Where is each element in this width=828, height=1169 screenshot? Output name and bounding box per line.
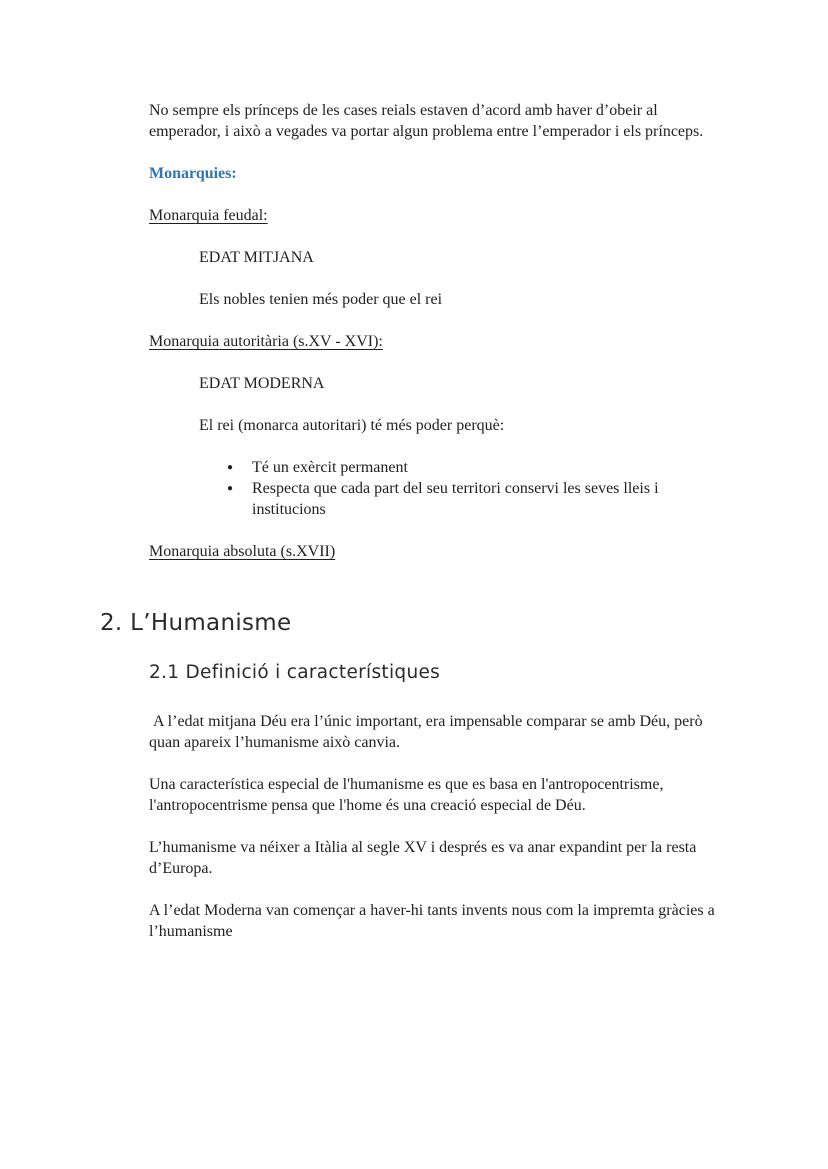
document-content <box>100 100 740 963</box>
monarquia-feudal-title <box>149 205 731 226</box>
monarquia-absoluta-title-text: Monarquia absoluta (s.XVII) <box>149 543 336 560</box>
bullet-item: ● Respecta que cada part del seu territori conservi les seves lleis i institucions <box>225 478 733 520</box>
humanisme-paragraph: A l’edat Moderna van començar a haver-hi tants invents nous com la impremta gràcies a l’humanisme <box>149 902 715 940</box>
monarquia-autoritaria-description: El rei (monarca autoritari) té més poder perquè: <box>199 417 505 434</box>
humanisme-paragraph: L’humanisme va néixer a Itàlia al segle XV i després es va anar expandint per la resta d’Europa. <box>149 839 697 877</box>
humanisme-paragraph: A l’edat mitjana Déu era l’únic important, era impensable comparar se amb Déu, però quan apareix l’humanisme això canvia. <box>149 713 707 751</box>
monarquia-autoritaria-title <box>149 331 731 352</box>
section-heading-humanisme: 2. L’Humanisme <box>100 610 292 636</box>
monarquia-autoritaria-era: EDAT MODERNA <box>199 375 325 392</box>
subsection-heading-definicio: 2.1 Definició i característiques <box>149 662 441 683</box>
humanisme-paragraph: Una característica especial de l'humanisme es que es basa en l'antropocentrisme, l'antropocentrisme pensa que l'home és una creació especial de Déu. <box>149 776 664 814</box>
monarquia-absoluta-title <box>149 541 731 562</box>
monarquies-heading: Monarquies: <box>149 165 237 182</box>
monarquia-feudal-era: EDAT MITJANA <box>199 249 314 266</box>
intro-paragraph: No sempre els prínceps de les cases reials estaven d’acord amb haver d’obeir al emperador, i això a vegades va portar algun problema entre l’emperador i els prínceps. <box>149 102 704 140</box>
monarquia-autoritaria-title-text: Monarquia autoritària (s.XV - XVI): <box>149 333 383 350</box>
monarquia-feudal-title-text: Monarquia feudal: <box>149 207 268 224</box>
bullet-item: ● Té un exèrcit permanent <box>225 457 733 478</box>
monarquia-feudal-description: Els nobles tenien més poder que el rei <box>199 291 443 308</box>
monarquia-autoritaria-bullet-list <box>225 457 740 520</box>
